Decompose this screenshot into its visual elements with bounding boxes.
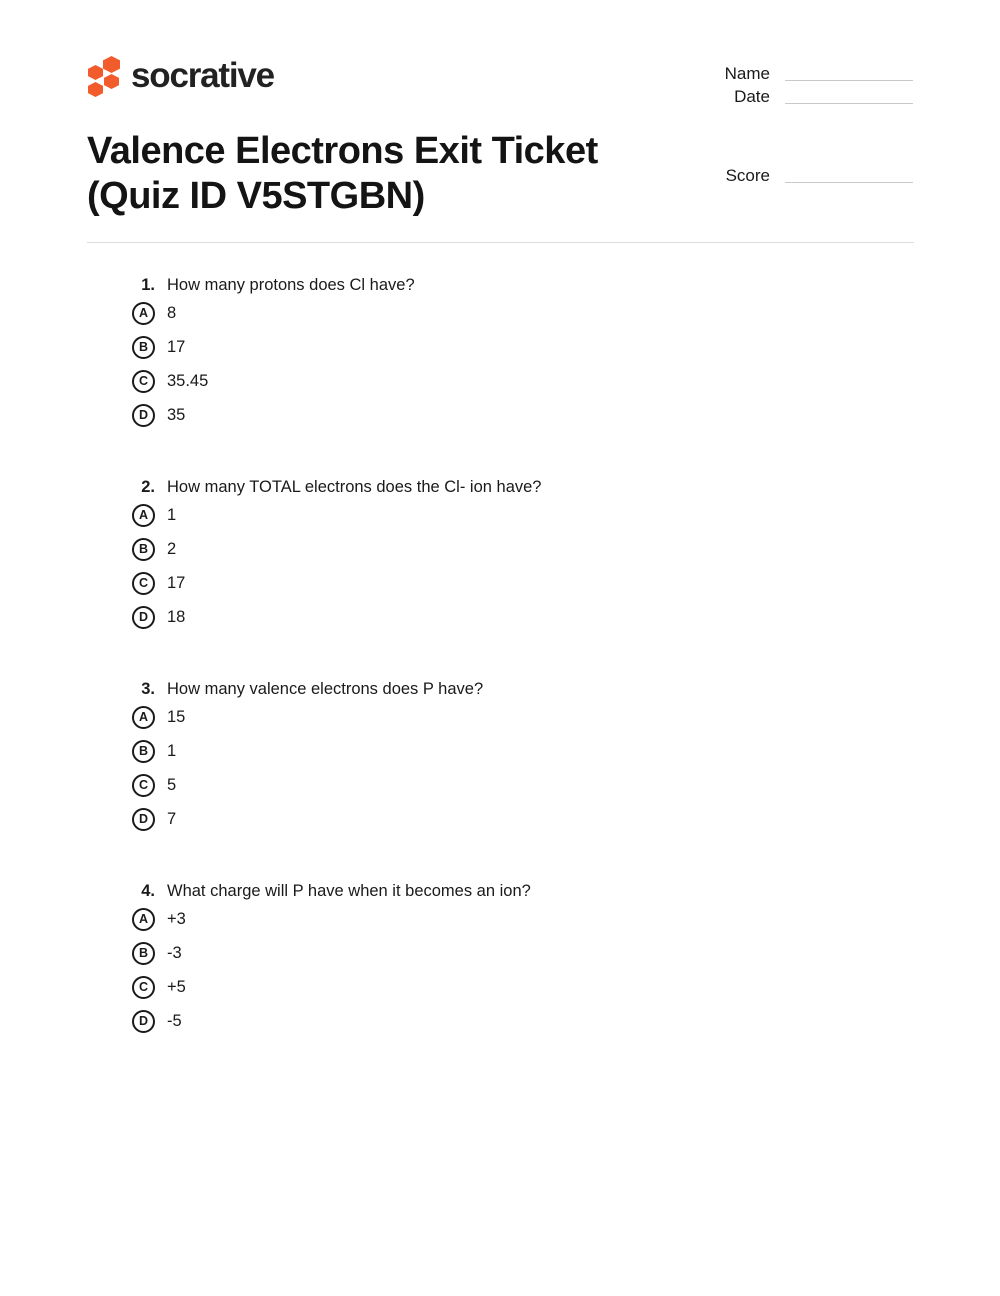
- option-letter: A: [138, 911, 149, 926]
- answer-option[interactable]: [132, 600, 1000, 634]
- option-text: 35.45: [167, 371, 209, 390]
- answer-option[interactable]: [132, 364, 1000, 398]
- answer-bubble-icon[interactable]: [132, 336, 155, 359]
- option-text: 8: [167, 303, 177, 322]
- option-letter: D: [138, 811, 149, 826]
- answer-option[interactable]: [132, 566, 1000, 600]
- option-letter: B: [138, 945, 149, 960]
- option-letter: B: [138, 743, 149, 758]
- date-label: Date: [734, 87, 770, 106]
- question-text: How many protons does Cl have?: [167, 276, 415, 294]
- socrative-logo: [87, 53, 274, 97]
- brand-wordmark: socrative: [131, 56, 274, 95]
- question-header: [132, 476, 1000, 498]
- answer-bubble-icon[interactable]: [132, 572, 155, 595]
- header-divider: [87, 242, 914, 243]
- question: [0, 880, 1000, 1038]
- answer-bubble-icon[interactable]: [132, 1010, 155, 1033]
- option-letter: D: [138, 1013, 149, 1028]
- score-field-row: [726, 163, 913, 186]
- option-letter: A: [138, 507, 149, 522]
- question-text: How many TOTAL electrons does the Cl- ion have?: [167, 478, 542, 496]
- page-title-line2: (Quiz ID V5STGBN): [87, 175, 425, 217]
- question-number: 3.: [141, 680, 155, 698]
- option-text: +5: [167, 977, 186, 996]
- option-letter: C: [138, 777, 149, 792]
- answer-bubble-icon[interactable]: [132, 976, 155, 999]
- hexagon-icon: [88, 65, 103, 80]
- answer-bubble-icon[interactable]: [132, 908, 155, 931]
- option-letter: B: [138, 541, 149, 556]
- question-number: 2.: [141, 478, 155, 496]
- option-letter: A: [138, 305, 149, 320]
- option-letter: C: [138, 373, 149, 388]
- name-label: Name: [724, 64, 770, 83]
- option-letter: D: [138, 609, 149, 624]
- answer-bubble-icon[interactable]: [132, 774, 155, 797]
- option-letter: D: [138, 407, 149, 422]
- answer-option[interactable]: [132, 936, 1000, 970]
- option-text: -5: [167, 1011, 182, 1030]
- option-text: 2: [167, 539, 177, 558]
- question-header: [132, 274, 1000, 296]
- option-text: 5: [167, 775, 177, 794]
- score-label: Score: [725, 166, 770, 185]
- answer-option[interactable]: [132, 498, 1000, 532]
- name-input-line[interactable]: [785, 80, 913, 81]
- option-letter: B: [138, 339, 149, 354]
- answer-bubble-icon[interactable]: [132, 302, 155, 325]
- option-text: 7: [167, 809, 177, 828]
- question-number: 4.: [141, 882, 155, 900]
- hexagon-cluster-icon: [87, 53, 123, 97]
- answer-option[interactable]: [132, 802, 1000, 836]
- question-list: [0, 274, 1000, 1082]
- question: [0, 274, 1000, 432]
- option-text: 18: [167, 607, 186, 626]
- answer-bubble-icon[interactable]: [132, 404, 155, 427]
- answer-bubble-icon[interactable]: [132, 740, 155, 763]
- page-title: [87, 129, 727, 219]
- option-text: -3: [167, 943, 182, 962]
- option-text: 17: [167, 573, 186, 592]
- answer-option[interactable]: [132, 296, 1000, 330]
- student-info-fields: [725, 61, 913, 107]
- question-text: How many valence electrons does P have?: [167, 680, 484, 698]
- score-field: [726, 163, 913, 186]
- answer-bubble-icon[interactable]: [132, 706, 155, 729]
- answer-bubble-icon[interactable]: [132, 606, 155, 629]
- option-letter: C: [138, 979, 149, 994]
- question: [0, 678, 1000, 836]
- answer-bubble-icon[interactable]: [132, 504, 155, 527]
- date-input-line[interactable]: [785, 103, 913, 104]
- hexagon-icon: [104, 74, 119, 89]
- answer-bubble-icon[interactable]: [132, 942, 155, 965]
- answer-option[interactable]: [132, 970, 1000, 1004]
- hexagon-icon: [88, 82, 103, 97]
- answer-option[interactable]: [132, 700, 1000, 734]
- answer-option[interactable]: [132, 1004, 1000, 1038]
- option-text: +3: [167, 909, 186, 928]
- option-text: 1: [167, 505, 177, 524]
- option-text: 17: [167, 337, 186, 356]
- answer-bubble-icon[interactable]: [132, 370, 155, 393]
- name-field-row: [725, 61, 913, 84]
- answer-option[interactable]: [132, 734, 1000, 768]
- option-letter: A: [138, 709, 149, 724]
- answer-option[interactable]: [132, 768, 1000, 802]
- answer-option[interactable]: [132, 330, 1000, 364]
- hexagon-icon: [103, 56, 120, 73]
- question-number: 1.: [141, 276, 155, 294]
- option-text: 15: [167, 707, 186, 726]
- score-input-line[interactable]: [785, 182, 913, 183]
- option-letter: C: [138, 575, 149, 590]
- question-header: [132, 678, 1000, 700]
- question: [0, 476, 1000, 634]
- answer-option[interactable]: [132, 398, 1000, 432]
- page-title-line1: Valence Electrons Exit Ticket: [87, 130, 598, 172]
- answer-option[interactable]: [132, 902, 1000, 936]
- answer-bubble-icon[interactable]: [132, 538, 155, 561]
- option-text: 1: [167, 741, 177, 760]
- date-field-row: [725, 84, 913, 107]
- question-text: What charge will P have when it becomes an ion?: [167, 882, 531, 900]
- answer-option[interactable]: [132, 532, 1000, 566]
- answer-bubble-icon[interactable]: [132, 808, 155, 831]
- question-header: [132, 880, 1000, 902]
- option-text: 35: [167, 405, 186, 424]
